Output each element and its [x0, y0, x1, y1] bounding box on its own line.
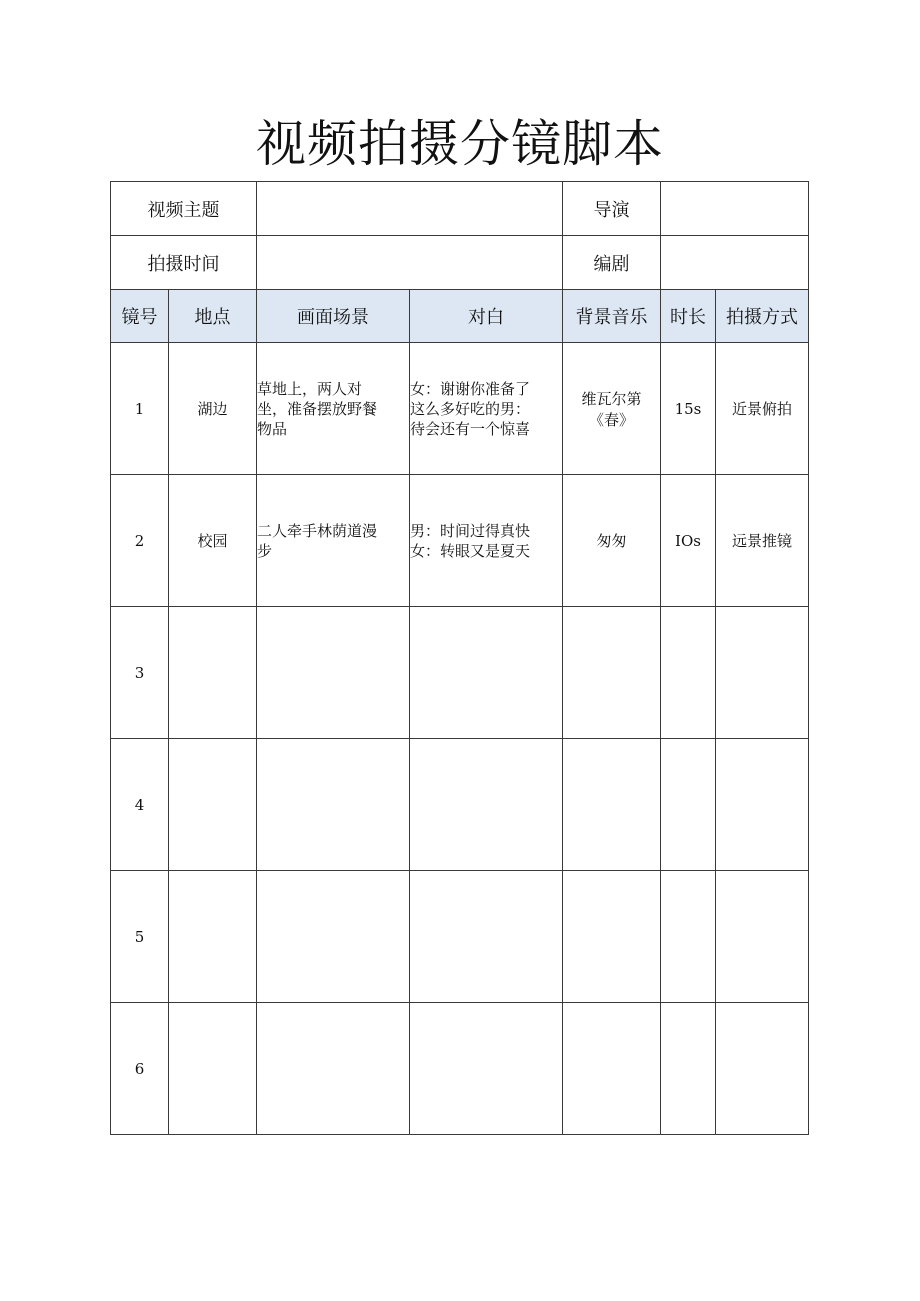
table-row: [111, 475, 809, 607]
shoot-time-label: 拍摄时间: [111, 236, 257, 290]
dialogue-cell[interactable]: [410, 607, 563, 739]
music-cell[interactable]: [563, 475, 661, 607]
location-cell[interactable]: [169, 607, 257, 739]
shot-number-cell: 3: [111, 607, 169, 739]
music-cell[interactable]: [563, 1003, 661, 1135]
scene-text: 二人牵手林荫道漫 步: [257, 521, 378, 560]
writer-value[interactable]: [661, 236, 809, 290]
shot-number-cell: 5: [111, 871, 169, 1003]
music-text: 匆匆: [596, 532, 627, 550]
shooting-method-cell[interactable]: [716, 871, 809, 1003]
column-header-shooting-method: 拍摄方式: [716, 290, 809, 343]
shot-number-cell: 1: [111, 343, 169, 475]
table-row: [111, 343, 809, 475]
location-cell[interactable]: 湖边: [169, 343, 257, 475]
scene-cell[interactable]: [257, 475, 410, 607]
dialogue-text: 女：谢谢你准备了 这么多好吃的男： 待会还有一个惊喜: [410, 379, 531, 438]
shooting-method-cell[interactable]: 近景俯拍: [716, 343, 809, 475]
shooting-method-cell[interactable]: [716, 607, 809, 739]
column-header-dialogue: 对白: [410, 290, 563, 343]
scene-cell[interactable]: [257, 871, 410, 1003]
topic-label: 视频主题: [111, 182, 257, 236]
table-row: [111, 1003, 809, 1135]
music-cell[interactable]: [563, 343, 661, 475]
table-row: [111, 871, 809, 1003]
table-row: [111, 739, 809, 871]
director-value[interactable]: [661, 182, 809, 236]
shot-number-cell: 6: [111, 1003, 169, 1135]
scene-cell[interactable]: [257, 343, 410, 475]
table-row: [111, 607, 809, 739]
column-header-row: [111, 290, 809, 343]
dialogue-text: 男：时间过得真快 女：转眼又是夏天: [410, 521, 531, 560]
page-title: 视频拍摄分镜脚本: [256, 115, 664, 173]
music-text: 维瓦尔第 《春》: [581, 389, 642, 429]
location-cell[interactable]: 校园: [169, 475, 257, 607]
column-header-scene: 画面场景: [257, 290, 410, 343]
column-header-shot-number: 镜号: [111, 290, 169, 343]
storyboard-table: [110, 181, 809, 1135]
location-cell[interactable]: [169, 1003, 257, 1135]
scene-cell[interactable]: [257, 1003, 410, 1135]
duration-cell[interactable]: IOs: [661, 475, 716, 607]
dialogue-cell[interactable]: [410, 871, 563, 1003]
location-cell[interactable]: [169, 871, 257, 1003]
music-cell[interactable]: [563, 739, 661, 871]
location-cell[interactable]: [169, 739, 257, 871]
shot-number-cell: 4: [111, 739, 169, 871]
dialogue-cell[interactable]: [410, 343, 563, 475]
writer-label: 编剧: [563, 236, 661, 290]
music-cell[interactable]: [563, 871, 661, 1003]
column-header-duration: 时长: [661, 290, 716, 343]
topic-value[interactable]: [257, 182, 563, 236]
shooting-method-cell[interactable]: [716, 1003, 809, 1135]
shot-number-cell: 2: [111, 475, 169, 607]
shoot-time-value[interactable]: [257, 236, 563, 290]
duration-cell[interactable]: [661, 871, 716, 1003]
dialogue-cell[interactable]: [410, 1003, 563, 1135]
shooting-method-cell[interactable]: 远景推镜: [716, 475, 809, 607]
column-header-location: 地点: [169, 290, 257, 343]
scene-text: 草地上，两人对 坐，准备摆放野餐 物品: [257, 379, 378, 438]
info-row-time: [111, 236, 809, 290]
dialogue-cell[interactable]: [410, 475, 563, 607]
duration-cell[interactable]: [661, 739, 716, 871]
duration-cell[interactable]: [661, 607, 716, 739]
shooting-method-cell[interactable]: [716, 739, 809, 871]
music-cell[interactable]: [563, 607, 661, 739]
duration-cell[interactable]: [661, 1003, 716, 1135]
column-header-music: 背景音乐: [563, 290, 661, 343]
scene-cell[interactable]: [257, 607, 410, 739]
director-label: 导演: [563, 182, 661, 236]
info-row-topic: [111, 182, 809, 236]
scene-cell[interactable]: [257, 739, 410, 871]
dialogue-cell[interactable]: [410, 739, 563, 871]
duration-cell[interactable]: 15s: [661, 343, 716, 475]
